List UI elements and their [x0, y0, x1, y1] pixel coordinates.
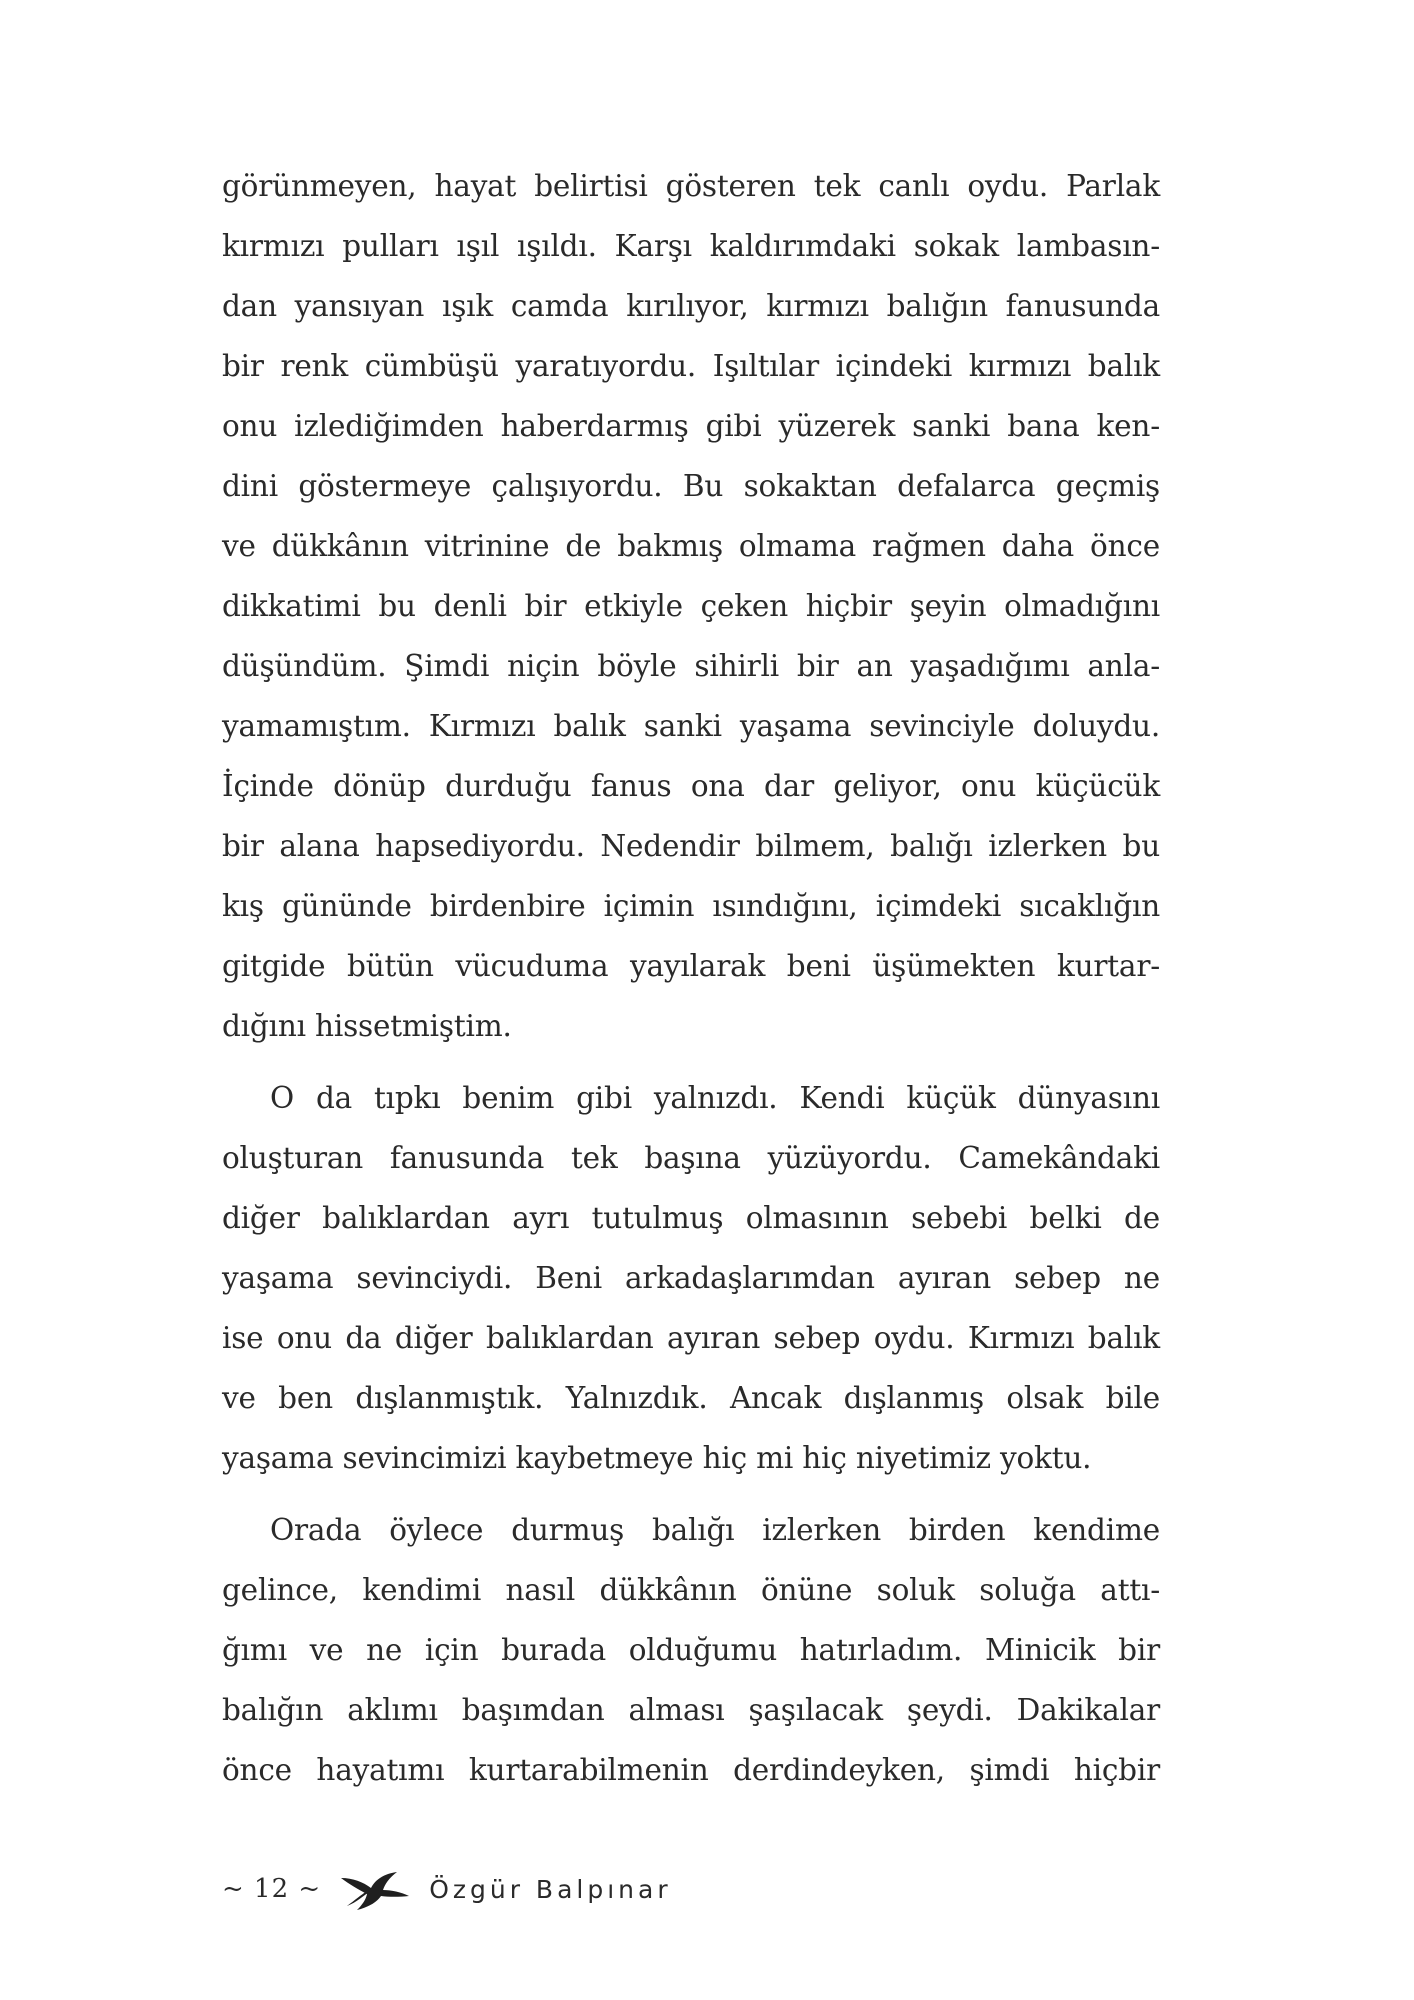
author-name: Özgür Balpınar	[429, 1874, 672, 1904]
text-line: gitgide bütün vücuduma yayılarak beni üşümekten kurtar-	[222, 949, 1160, 983]
text-line: ğımı ve ne için burada olduğumu hatırladım. Minicik bir	[222, 1633, 1160, 1667]
swallow-bird-icon	[339, 1866, 411, 1912]
text-line: dan yansıyan ışık camda kırılıyor, kırmızı balığın fanusunda	[222, 289, 1160, 323]
text-line: Orada öylece durmuş balığı izlerken birden kendime	[270, 1513, 1160, 1547]
page-footer	[222, 1864, 672, 1914]
text-line: dığını hissetmiştim.	[222, 1009, 512, 1043]
page-number: ~ 12 ~	[222, 1874, 322, 1904]
text-line: diğer balıklardan ayrı tutulmuş olmasının sebebi belki de	[222, 1201, 1160, 1235]
text-line: ise onu da diğer balıklardan ayıran sebep oydu. Kırmızı balık	[222, 1321, 1160, 1355]
text-line: yaşama sevincimizi kaybetmeye hiç mi hiç niyetimiz yoktu.	[222, 1441, 1092, 1475]
text-line: ve dükkânın vitrinine de bakmış olmama rağmen daha önce	[222, 529, 1160, 563]
text-line: yaşama sevinciydi. Beni arkadaşlarımdan ayıran sebep ne	[222, 1261, 1160, 1295]
paragraph-3	[222, 1500, 1160, 1800]
text-line: onu izlediğimden haberdarmış gibi yüzerek sanki bana ken-	[222, 409, 1160, 443]
text-line: yamamıştım. Kırmızı balık sanki yaşama sevinciyle doluydu.	[222, 709, 1160, 743]
text-line: dini göstermeye çalışıyordu. Bu sokaktan defalarca geçmiş	[222, 469, 1160, 503]
text-line: İçinde dönüp durduğu fanus ona dar geliyor, onu küçücük	[222, 769, 1160, 803]
text-line: düşündüm. Şimdi niçin böyle sihirli bir an yaşadığımı anla-	[222, 649, 1160, 683]
text-line: kırmızı pulları ışıl ışıldı. Karşı kaldırımdaki sokak lambasın-	[222, 229, 1160, 263]
paragraph-1	[222, 156, 1160, 1056]
text-line: gelince, kendimi nasıl dükkânın önüne soluk soluğa attı-	[222, 1573, 1160, 1607]
text-line: bir renk cümbüşü yaratıyordu. Işıltılar içindeki kırmızı balık	[222, 349, 1160, 383]
text-line: oluşturan fanusunda tek başına yüzüyordu. Camekândaki	[222, 1141, 1160, 1175]
text-line: dikkatimi bu denli bir etkiyle çeken hiçbir şeyin olmadığını	[222, 589, 1160, 623]
text-line: önce hayatımı kurtarabilmenin derdindeyken, şimdi hiçbir	[222, 1753, 1160, 1787]
text-line: balığın aklımı başımdan alması şaşılacak şeydi. Dakikalar	[222, 1693, 1160, 1727]
text-line: O da tıpkı benim gibi yalnızdı. Kendi küçük dünyasını	[270, 1081, 1160, 1115]
body-text	[222, 156, 1160, 1800]
text-line: kış gününde birdenbire içimin ısındığını, içimdeki sıcaklığın	[222, 889, 1160, 923]
paragraph-2	[222, 1068, 1160, 1488]
text-line: ve ben dışlanmıştık. Yalnızdık. Ancak dışlanmış olsak bile	[222, 1381, 1160, 1415]
text-line: bir alana hapsediyordu. Nedendir bilmem, balığı izlerken bu	[222, 829, 1160, 863]
text-line: görünmeyen, hayat belirtisi gösteren tek canlı oydu. Parlak	[222, 169, 1160, 203]
